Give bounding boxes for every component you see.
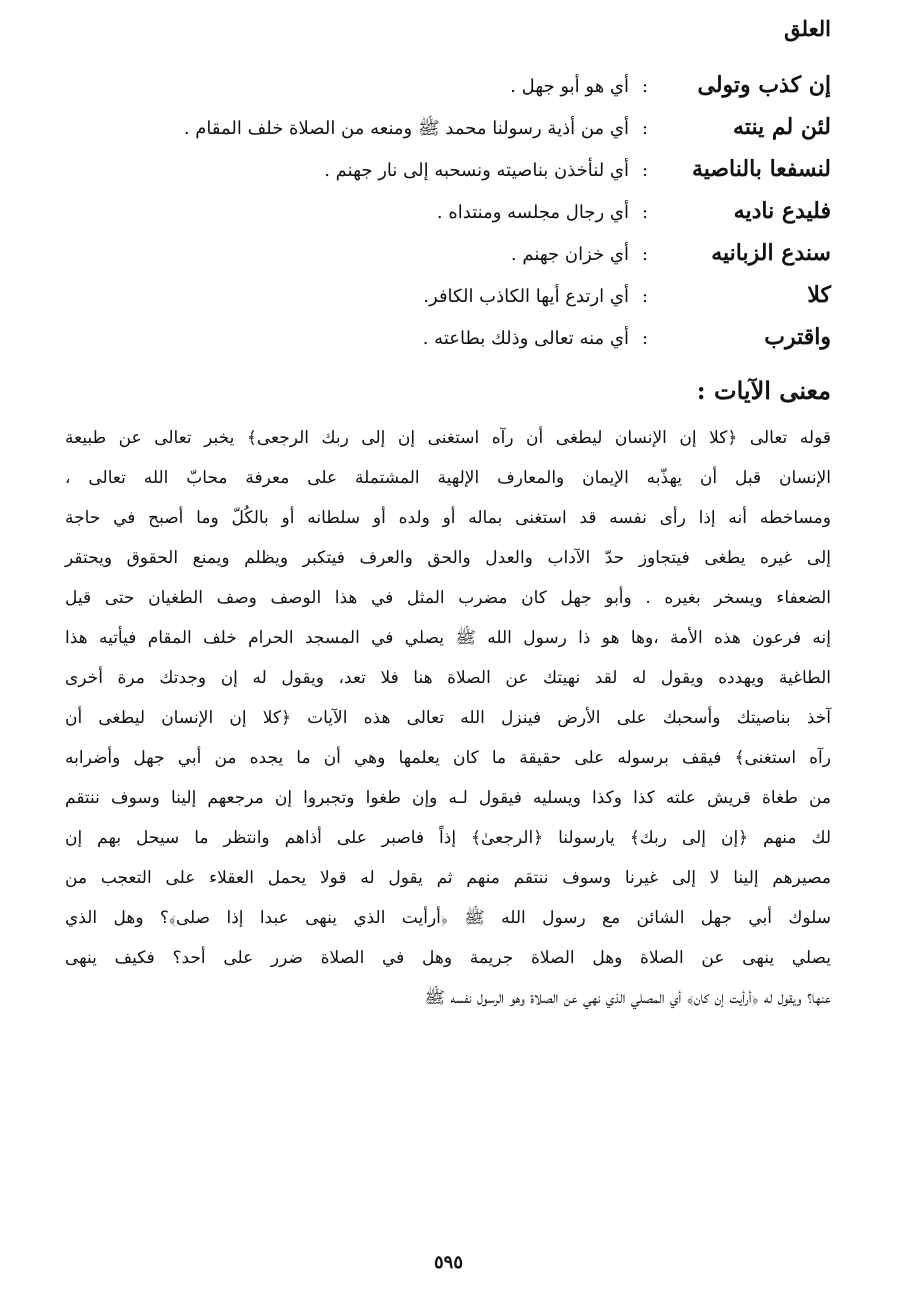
glossary-separator: : xyxy=(641,286,649,307)
paragraph-line: من طغاة قريش علته كذا وكذا ويسليه فيقول لـه وإن طغوا وتجبروا إن مرجعهم إلينا وسوف ننتقم xyxy=(65,788,831,808)
running-header: العلق xyxy=(784,16,831,41)
glossary-term: لئن لم ينته xyxy=(733,114,831,140)
glossary-row xyxy=(61,114,831,156)
paragraph-line: الطاغية ويهدده ويقول له لقد نهيتك عن الصلاة هنا فلا تعد، ويقول له إن وجدتك مرة أخرى xyxy=(65,668,831,688)
paragraph-line: إنه فرعون هذه الأمة ،وها هو ذا رسول الله ﷺ يصلي في المسجد الحرام خلف المقام فيأتيه هذا xyxy=(65,628,831,648)
glossary-separator: : xyxy=(641,160,649,181)
glossary-separator: : xyxy=(641,76,649,97)
glossary-term: فليدع ناديه xyxy=(733,198,831,224)
paragraph-line: رآه استغنى﴾ فيقف برسوله على حقيقة ما كان يعلمها وهي أن ما يجده من أبي جهل وأضرابه xyxy=(65,748,831,768)
word-glossary xyxy=(61,72,831,366)
glossary-term: سندع الزبانيه xyxy=(711,240,831,266)
glossary-row xyxy=(61,282,831,324)
glossary-term: إن كذب وتولى xyxy=(697,72,831,98)
glossary-row xyxy=(61,156,831,198)
paragraph-line: الضعفاء ويسخر بغيره . وأبو جهل كان مضرب المثل في هذا الوصف وصف الطغيان حتى قيل xyxy=(65,588,831,608)
glossary-separator: : xyxy=(641,244,649,265)
paragraph-line: لك منهم ﴿إن إلى ربك﴾ يارسولنا ﴿الرجعىٰ﴾ إذاً فاصبر على أذاهم وانتظر ما سيحل بهم إن xyxy=(65,828,832,848)
paragraph-line: سلوك أبي جهل الشائن مع رسول الله ﷺ ﴿أرأيت الذي ينهى عبدا إذا صلى﴾؟ وهل الذي xyxy=(65,908,831,928)
glossary-row xyxy=(61,240,831,282)
glossary-row xyxy=(61,324,831,366)
paragraph-line: الإنسان قبل أن يهذّبه الإيمان والمعارف الإلهية المشتملة على معرفة محابّ الله تعالى ، xyxy=(65,468,831,488)
glossary-row xyxy=(61,72,831,114)
paragraph-line: قوله تعالى ﴿كلا إن الإنسان ليطغى أن رآه استغنى إن إلى ربك الرجعى﴾ يخبر تعالى عن طبيعة xyxy=(65,428,831,448)
glossary-definition: أي هو أبو جهل . xyxy=(510,76,629,97)
glossary-definition: أي خزان جهنم . xyxy=(510,244,629,265)
glossary-separator: : xyxy=(641,202,649,223)
glossary-term: كلا xyxy=(807,282,831,308)
section-heading: معنى الآيات : xyxy=(696,376,831,405)
paragraph-line: آخذ بناصيتك وأسحبك على الأرض فينزل الله تعالى هذه الآيات ﴿كلا إن الإنسان ليطغى أن xyxy=(65,708,831,728)
glossary-term: لنسفعا بالناصية xyxy=(691,156,831,182)
glossary-definition: أي لنأخذن بناصيته ونسحبه إلى نار جهنم . xyxy=(324,160,629,181)
glossary-definition: أي ارتدع أيها الكاذب الكافر. xyxy=(423,286,629,307)
glossary-definition: أي رجال مجلسه ومنتداه . xyxy=(436,202,629,223)
glossary-separator: : xyxy=(641,328,649,349)
paragraph-line: مصيرهم إلينا لا إلى غيرنا وسوف ننتقم منهم ثم يقول له قولا يحمل العقلاء على التعجب من xyxy=(65,868,831,888)
paragraph-line: عنها؟ ويقول له ﴿أرأيت إن كان﴾ أي المصلي الذي نهي عن الصلاة وهو الرسول نفسه ﷺ xyxy=(424,988,831,1008)
glossary-row xyxy=(61,198,831,240)
glossary-definition: أي من أذية رسولنا محمد ﷺ ومنعه من الصلاة خلف المقام . xyxy=(183,118,629,139)
glossary-definition: أي منه تعالى وذلك بطاعته . xyxy=(422,328,629,349)
paragraph-line: إلى غيره يطغى فيتجاوز حدّ الآداب والعدل والحق والعرف فيتكبر ويظلم ويمنع الحقوق ويحتقر xyxy=(65,548,831,568)
commentary-paragraph xyxy=(65,418,831,1018)
paragraph-line: ومساخطه أنه إذا رأى نفسه قد استغنى بماله أو ولده أو سلطانه أو بالكُلّ وما أصبح في حاجة xyxy=(65,508,831,528)
paragraph-line: يصلي ينهى عن الصلاة وهل الصلاة جريمة وهل في الصلاة ضرر على أحد؟ فكيف ينهى xyxy=(65,948,831,968)
page-number: ٥٩٥ xyxy=(433,1252,463,1273)
glossary-separator: : xyxy=(641,118,649,139)
glossary-term: واقترب xyxy=(764,324,831,350)
